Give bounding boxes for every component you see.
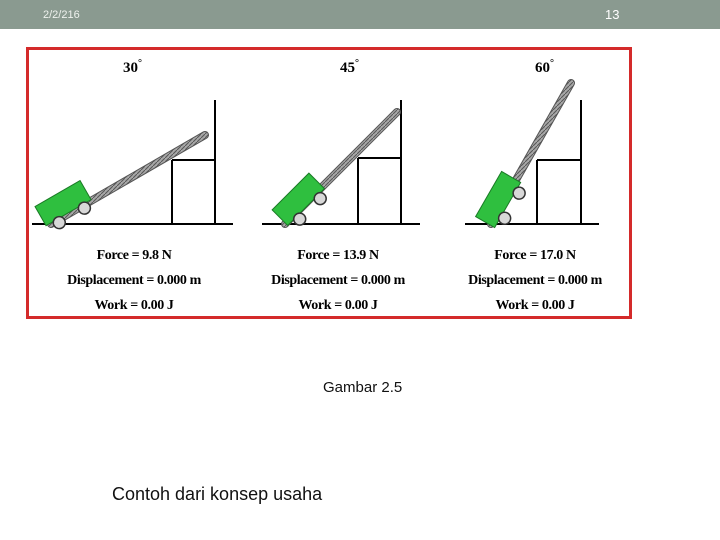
incline-panel-45 bbox=[262, 100, 420, 233]
displacement-value: Displacement = 0.000 m bbox=[468, 273, 602, 288]
displacement-value: Displacement = 0.000 m bbox=[67, 273, 201, 288]
slide-header-bar bbox=[0, 0, 720, 29]
incline-panel-30 bbox=[32, 100, 233, 234]
force-value: Force = 17.0 N bbox=[494, 248, 576, 263]
angle-label-45: 45° bbox=[340, 58, 359, 76]
slide-page-number: 13 bbox=[605, 7, 620, 22]
incline-figure bbox=[26, 47, 632, 319]
figure-description: Contoh dari konsep usaha bbox=[112, 484, 323, 504]
angle-label-60: 60° bbox=[535, 58, 554, 76]
panel-values-60 bbox=[435, 243, 635, 318]
panel-values-45 bbox=[238, 243, 438, 318]
incline-panel-60 bbox=[465, 83, 599, 233]
angle-label-30: 30° bbox=[123, 58, 142, 76]
work-value: Work = 0.00 J bbox=[94, 298, 174, 313]
work-value: Work = 0.00 J bbox=[298, 298, 378, 313]
force-value: Force = 13.9 N bbox=[297, 248, 379, 263]
cart-30 bbox=[35, 181, 96, 235]
force-value: Force = 9.8 N bbox=[96, 248, 172, 263]
work-value: Work = 0.00 J bbox=[495, 298, 575, 313]
slide-date: 2/2/216 bbox=[43, 9, 80, 21]
panel-values-30 bbox=[34, 243, 234, 318]
displacement-value: Displacement = 0.000 m bbox=[271, 273, 405, 288]
figure-caption: Gambar 2.5 bbox=[323, 379, 403, 396]
